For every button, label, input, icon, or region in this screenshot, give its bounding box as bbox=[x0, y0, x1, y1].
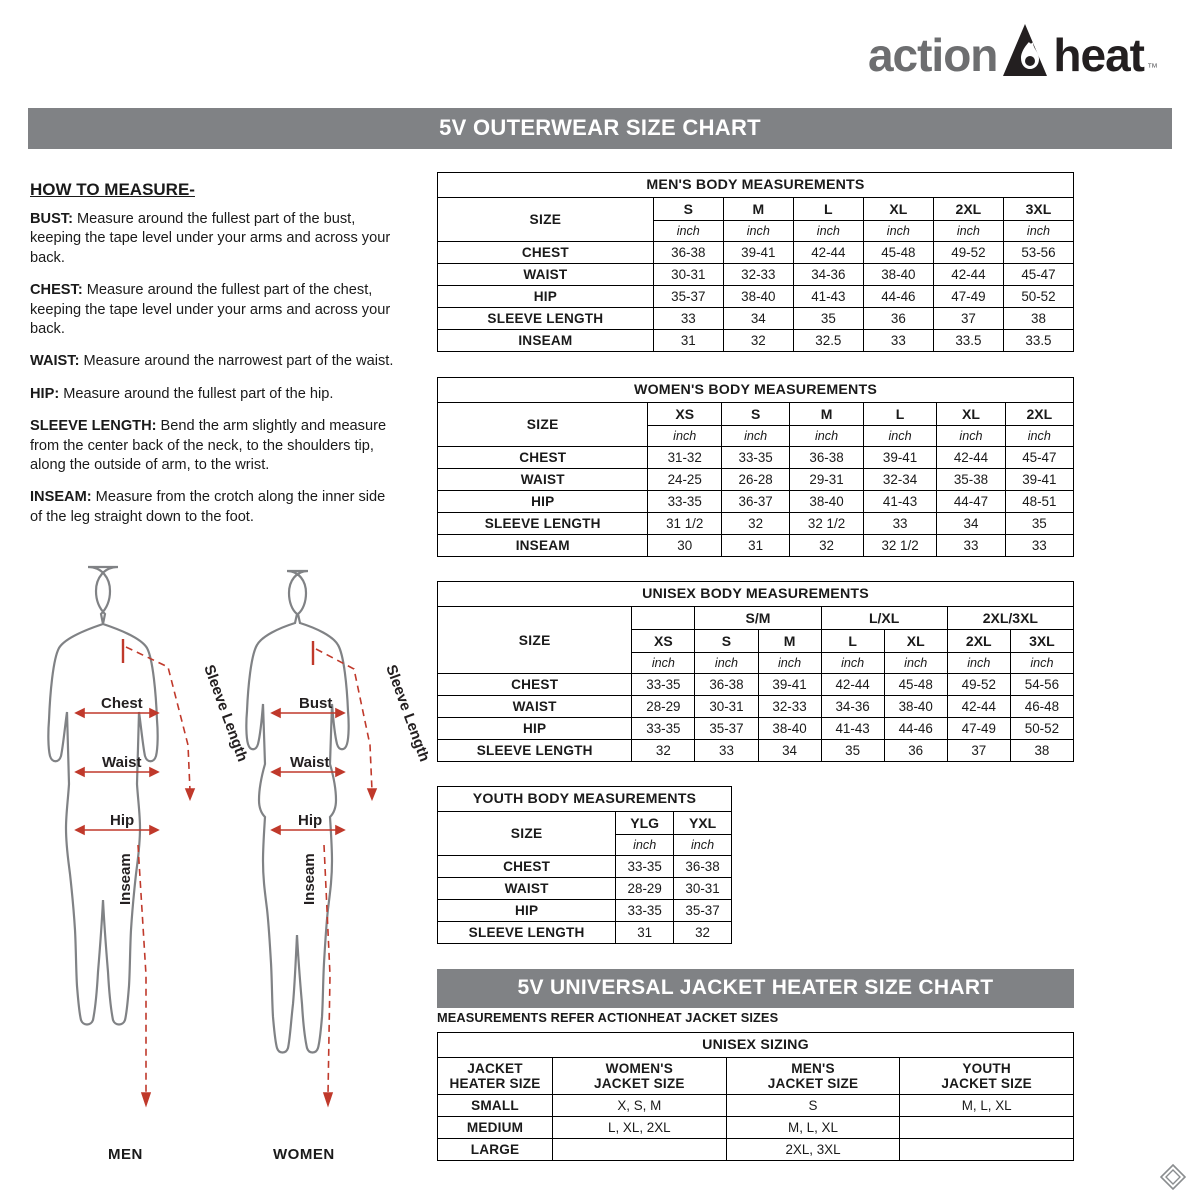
table-caption: WOMEN'S BODY MEASUREMENTS bbox=[438, 378, 1074, 403]
measure-item-hip bbox=[30, 385, 400, 404]
header-size-xl: XL bbox=[884, 630, 947, 653]
cell: 44-47 bbox=[937, 491, 1005, 513]
header-size: SIZE bbox=[438, 403, 648, 447]
cell: 39-41 bbox=[1005, 469, 1073, 491]
corner-watermark-icon bbox=[1160, 1164, 1186, 1190]
female-hip-label: Hip bbox=[298, 812, 323, 829]
cell bbox=[900, 1139, 1074, 1161]
female-figure-caption: WOMEN bbox=[273, 1146, 335, 1163]
female-bust-label: Bust bbox=[299, 695, 333, 712]
row-label: WAIST bbox=[438, 264, 654, 286]
group-blank bbox=[632, 607, 695, 630]
table-caption: UNISEX BODY MEASUREMENTS bbox=[438, 582, 1074, 607]
cell: 42-44 bbox=[821, 674, 884, 696]
header-youth-jacket-size bbox=[900, 1058, 1074, 1095]
table-caption: MEN'S BODY MEASUREMENTS bbox=[438, 173, 1074, 198]
header-size: SIZE bbox=[438, 198, 654, 242]
measure-term-waist: WAIST: bbox=[30, 353, 80, 370]
male-sleeve-label: Sleeve Length bbox=[200, 662, 252, 764]
how-to-measure-heading: HOW TO MEASURE- bbox=[30, 180, 195, 199]
table-caption: YOUTH BODY MEASUREMENTS bbox=[438, 787, 732, 812]
unit-cell: inch bbox=[790, 426, 864, 447]
male-figure-outline bbox=[48, 567, 157, 1025]
page-title: 5V OUTERWEAR SIZE CHART bbox=[28, 108, 1172, 149]
cell: 32-33 bbox=[758, 696, 821, 718]
cell: 42-44 bbox=[793, 242, 863, 264]
cell: 38 bbox=[1010, 740, 1073, 762]
cell: 41-43 bbox=[821, 718, 884, 740]
cell: 46-48 bbox=[1010, 696, 1073, 718]
header-size-xl: XL bbox=[937, 403, 1005, 426]
measure-item-waist bbox=[30, 352, 400, 371]
header-size-l: L bbox=[793, 198, 863, 221]
group-2xl3xl: 2XL/3XL bbox=[947, 607, 1073, 630]
cell: 42-44 bbox=[937, 447, 1005, 469]
unit-cell: inch bbox=[674, 835, 732, 856]
cell: 33.5 bbox=[1003, 330, 1073, 352]
cell: 33-35 bbox=[632, 674, 695, 696]
cell: 33-35 bbox=[648, 491, 722, 513]
measure-text-hip: Measure around the fullest part of the hip. bbox=[59, 385, 334, 402]
table-jacket-heater-sizing bbox=[437, 1032, 1074, 1161]
cell: M, L, XL bbox=[900, 1095, 1074, 1117]
cell: 53-56 bbox=[1003, 242, 1073, 264]
cell: 34 bbox=[758, 740, 821, 762]
cell: 34 bbox=[937, 513, 1005, 535]
header-size-s: S bbox=[695, 630, 758, 653]
unit-cell: inch bbox=[653, 221, 723, 242]
header-size-3xl: 3XL bbox=[1010, 630, 1073, 653]
cell: 50-52 bbox=[1003, 286, 1073, 308]
cell: 41-43 bbox=[793, 286, 863, 308]
header-line2: JACKET SIZE bbox=[594, 1076, 685, 1091]
female-waist-label: Waist bbox=[290, 754, 330, 771]
cell: 48-51 bbox=[1005, 491, 1073, 513]
table-row bbox=[438, 264, 1074, 286]
header-size-s: S bbox=[721, 403, 789, 426]
cell: 36 bbox=[863, 308, 933, 330]
row-label: MEDIUM bbox=[438, 1117, 553, 1139]
row-label: SLEEVE LENGTH bbox=[438, 513, 648, 535]
unit-cell: inch bbox=[758, 653, 821, 674]
row-label: WAIST bbox=[438, 469, 648, 491]
table-row bbox=[438, 878, 732, 900]
cell: 38-40 bbox=[863, 264, 933, 286]
cell: 45-47 bbox=[1003, 264, 1073, 286]
cell: 32 bbox=[632, 740, 695, 762]
header-size-xl: XL bbox=[863, 198, 933, 221]
cell: 29-31 bbox=[790, 469, 864, 491]
unit-cell: inch bbox=[695, 653, 758, 674]
cell: 35 bbox=[793, 308, 863, 330]
row-label: INSEAM bbox=[438, 535, 648, 557]
header-womens-jacket-size bbox=[553, 1058, 727, 1095]
header-size-m: M bbox=[723, 198, 793, 221]
cell: 32 1/2 bbox=[790, 513, 864, 535]
cell: 34-36 bbox=[821, 696, 884, 718]
table-caption-row bbox=[438, 787, 732, 812]
table-row bbox=[438, 922, 732, 944]
cell: 39-41 bbox=[758, 674, 821, 696]
cell bbox=[553, 1139, 727, 1161]
group-sm: S/M bbox=[695, 607, 821, 630]
header-size: SIZE bbox=[438, 812, 616, 856]
measure-text-waist: Measure around the narrowest part of the waist. bbox=[79, 353, 394, 370]
measure-text-sleeve: Bend the arm slightly and measure from the center back of the neck, to the shoulders tip, along the outside of arm, to the wrist. bbox=[30, 418, 387, 474]
cell: 33.5 bbox=[933, 330, 1003, 352]
measure-term-inseam: INSEAM: bbox=[30, 489, 92, 506]
cell: 32-33 bbox=[723, 264, 793, 286]
cell: 39-41 bbox=[863, 447, 937, 469]
header-line2: JACKET SIZE bbox=[767, 1076, 859, 1091]
unit-cell: inch bbox=[1010, 653, 1073, 674]
row-label: SLEEVE LENGTH bbox=[438, 308, 654, 330]
cell: 33 bbox=[863, 513, 937, 535]
header-size-2xl: 2XL bbox=[933, 198, 1003, 221]
measure-text-bust: Measure around the fullest part of the bust, keeping the tape level under your arms and across your back. bbox=[30, 211, 391, 266]
header-size-l: L bbox=[863, 403, 937, 426]
table-header-row bbox=[438, 812, 732, 835]
table-caption-row bbox=[438, 582, 1074, 607]
group-lxl: L/XL bbox=[821, 607, 947, 630]
cell: 45-47 bbox=[1005, 447, 1073, 469]
cell: 35 bbox=[1005, 513, 1073, 535]
table-row bbox=[438, 1139, 1074, 1161]
header-line1: YOUTH bbox=[962, 1061, 1011, 1076]
cell: 38-40 bbox=[758, 718, 821, 740]
table-mens-body-measurements bbox=[437, 172, 1074, 352]
cell: 31 bbox=[653, 330, 723, 352]
body-figures-svg bbox=[18, 555, 428, 1155]
table-caption-row bbox=[438, 378, 1074, 403]
cell: S bbox=[726, 1095, 900, 1117]
table-row bbox=[438, 674, 1074, 696]
cell: 44-46 bbox=[884, 718, 947, 740]
measure-term-bust: BUST: bbox=[30, 211, 73, 227]
table-row bbox=[438, 856, 732, 878]
table-row bbox=[438, 900, 732, 922]
cell: 32 1/2 bbox=[863, 535, 937, 557]
cell: 45-48 bbox=[863, 242, 933, 264]
cell: 32 bbox=[790, 535, 864, 557]
measure-item-chest bbox=[30, 281, 400, 339]
row-label: CHEST bbox=[438, 674, 632, 696]
cell: 32 bbox=[674, 922, 732, 944]
header-line2: JACKET SIZE bbox=[941, 1076, 1032, 1091]
unit-cell: inch bbox=[1003, 221, 1073, 242]
header-size: SIZE bbox=[438, 607, 632, 674]
table-youth-body-measurements bbox=[437, 786, 732, 944]
cell: 38-40 bbox=[723, 286, 793, 308]
cell: 31 1/2 bbox=[648, 513, 722, 535]
measure-text-chest: Measure around the fullest part of the chest, keeping the tape level under your arms and across your back. bbox=[30, 282, 391, 338]
row-label: HIP bbox=[438, 718, 632, 740]
table-row bbox=[438, 469, 1074, 491]
table-row bbox=[438, 513, 1074, 535]
cell: 54-56 bbox=[1010, 674, 1073, 696]
trademark-symbol: ™ bbox=[1147, 62, 1158, 74]
cell: 30 bbox=[648, 535, 722, 557]
unit-cell: inch bbox=[723, 221, 793, 242]
header-size-ylg: YLG bbox=[616, 812, 674, 835]
measure-item-bust bbox=[30, 210, 400, 268]
table-row bbox=[438, 491, 1074, 513]
cell: 31 bbox=[616, 922, 674, 944]
unit-cell: inch bbox=[648, 426, 722, 447]
cell: 33-35 bbox=[632, 718, 695, 740]
brand-action-text: action bbox=[867, 29, 998, 81]
cell: 34 bbox=[723, 308, 793, 330]
cell: 30-31 bbox=[674, 878, 732, 900]
male-figure-caption: MEN bbox=[108, 1146, 143, 1163]
table-row bbox=[438, 286, 1074, 308]
table-row bbox=[438, 740, 1074, 762]
male-hip-label: Hip bbox=[110, 812, 135, 829]
header-mens-jacket-size bbox=[726, 1058, 900, 1095]
unit-cell: inch bbox=[947, 653, 1010, 674]
row-label: SMALL bbox=[438, 1095, 553, 1117]
header-size-3xl: 3XL bbox=[1003, 198, 1073, 221]
measure-term-chest: CHEST: bbox=[30, 282, 83, 299]
table-row bbox=[438, 718, 1074, 740]
row-label: SLEEVE LENGTH bbox=[438, 740, 632, 762]
measurement-diagrams bbox=[18, 555, 428, 1165]
cell: 35 bbox=[821, 740, 884, 762]
flame-icon bbox=[999, 22, 1051, 78]
header-line1: MEN'S bbox=[791, 1061, 835, 1076]
measure-item-inseam bbox=[30, 488, 400, 527]
unit-cell: inch bbox=[616, 835, 674, 856]
unit-cell: inch bbox=[632, 653, 695, 674]
table-row bbox=[438, 1095, 1074, 1117]
unit-cell: inch bbox=[937, 426, 1005, 447]
cell: 45-48 bbox=[884, 674, 947, 696]
cell: 49-52 bbox=[947, 674, 1010, 696]
cell: 37 bbox=[947, 740, 1010, 762]
unit-cell: inch bbox=[933, 221, 1003, 242]
unit-cell: inch bbox=[863, 426, 937, 447]
row-label: LARGE bbox=[438, 1139, 553, 1161]
table-row bbox=[438, 308, 1074, 330]
header-line1: WOMEN'S bbox=[605, 1061, 673, 1076]
cell: 32.5 bbox=[793, 330, 863, 352]
cell: 35-37 bbox=[674, 900, 732, 922]
cell: 32 bbox=[723, 330, 793, 352]
table-header-row bbox=[438, 198, 1074, 221]
cell: L, XL, 2XL bbox=[553, 1117, 727, 1139]
row-label: CHEST bbox=[438, 242, 654, 264]
table-row bbox=[438, 696, 1074, 718]
cell: 28-29 bbox=[632, 696, 695, 718]
unit-cell: inch bbox=[884, 653, 947, 674]
cell: 32 bbox=[721, 513, 789, 535]
cell: 36-38 bbox=[653, 242, 723, 264]
header-size-l: L bbox=[821, 630, 884, 653]
how-to-measure-section bbox=[30, 180, 400, 540]
table-row bbox=[438, 242, 1074, 264]
cell: X, S, M bbox=[553, 1095, 727, 1117]
cell: 35-38 bbox=[937, 469, 1005, 491]
cell: 33-35 bbox=[616, 900, 674, 922]
cell: 36-38 bbox=[695, 674, 758, 696]
heater-note: MEASUREMENTS REFER ACTIONHEAT JACKET SIZES bbox=[437, 1010, 779, 1025]
header-line2: HEATER SIZE bbox=[449, 1076, 541, 1091]
header-size-yxl: YXL bbox=[674, 812, 732, 835]
cell: 31 bbox=[721, 535, 789, 557]
measure-term-sleeve: SLEEVE LENGTH: bbox=[30, 418, 157, 435]
row-label: WAIST bbox=[438, 878, 616, 900]
cell: 28-29 bbox=[616, 878, 674, 900]
cell: 37 bbox=[933, 308, 1003, 330]
male-inseam-label: Inseam bbox=[117, 853, 134, 905]
table-caption-row bbox=[438, 1033, 1074, 1058]
header-jacket-heater-size bbox=[438, 1058, 553, 1095]
row-label: HIP bbox=[438, 900, 616, 922]
brand-logo bbox=[867, 22, 1158, 81]
cell: 26-28 bbox=[721, 469, 789, 491]
unit-cell: inch bbox=[721, 426, 789, 447]
header-size-xs: XS bbox=[648, 403, 722, 426]
cell: 31-32 bbox=[648, 447, 722, 469]
unit-cell: inch bbox=[821, 653, 884, 674]
unit-cell: inch bbox=[1005, 426, 1073, 447]
header-size-2xl: 2XL bbox=[947, 630, 1010, 653]
cell: 41-43 bbox=[863, 491, 937, 513]
header-size-s: S bbox=[653, 198, 723, 221]
measure-text-inseam: Measure from the crotch along the inner side of the leg straight down to the foot. bbox=[30, 489, 386, 525]
brand-heat-text: heat bbox=[1053, 29, 1144, 81]
male-chest-label: Chest bbox=[101, 695, 143, 712]
cell: 50-52 bbox=[1010, 718, 1073, 740]
row-label: SLEEVE LENGTH bbox=[438, 922, 616, 944]
measure-item-sleeve bbox=[30, 417, 400, 475]
cell: 35-37 bbox=[653, 286, 723, 308]
female-inseam-label: Inseam bbox=[301, 853, 318, 905]
cell: 44-46 bbox=[863, 286, 933, 308]
table-row bbox=[438, 1117, 1074, 1139]
cell: 38-40 bbox=[790, 491, 864, 513]
cell: 36-38 bbox=[790, 447, 864, 469]
cell: 33 bbox=[653, 308, 723, 330]
table-caption-row bbox=[438, 173, 1074, 198]
cell: 35-37 bbox=[695, 718, 758, 740]
measure-term-hip: HIP: bbox=[30, 385, 60, 402]
cell: M, L, XL bbox=[726, 1117, 900, 1139]
cell: 39-41 bbox=[723, 242, 793, 264]
cell: 32-34 bbox=[863, 469, 937, 491]
cell: 2XL, 3XL bbox=[726, 1139, 900, 1161]
table-unisex-body-measurements bbox=[437, 581, 1074, 762]
cell: 33-35 bbox=[721, 447, 789, 469]
cell: 33 bbox=[937, 535, 1005, 557]
female-sleeve-label: Sleeve Length bbox=[382, 662, 428, 764]
cell: 47-49 bbox=[933, 286, 1003, 308]
cell: 34-36 bbox=[793, 264, 863, 286]
heater-section-title: 5V UNIVERSAL JACKET HEATER SIZE CHART bbox=[437, 969, 1074, 1008]
table-row bbox=[438, 447, 1074, 469]
row-label: INSEAM bbox=[438, 330, 654, 352]
cell: 42-44 bbox=[933, 264, 1003, 286]
row-label: WAIST bbox=[438, 696, 632, 718]
header-line1: JACKET bbox=[467, 1061, 523, 1076]
header-size-m: M bbox=[790, 403, 864, 426]
cell: 38 bbox=[1003, 308, 1073, 330]
cell: 42-44 bbox=[947, 696, 1010, 718]
header-size-xs: XS bbox=[632, 630, 695, 653]
unit-cell: inch bbox=[863, 221, 933, 242]
cell: 33-35 bbox=[616, 856, 674, 878]
cell: 38-40 bbox=[884, 696, 947, 718]
table-header-row bbox=[438, 403, 1074, 426]
male-waist-label: Waist bbox=[102, 754, 142, 771]
cell: 33 bbox=[695, 740, 758, 762]
header-size-m: M bbox=[758, 630, 821, 653]
cell bbox=[900, 1117, 1074, 1139]
row-label: HIP bbox=[438, 491, 648, 513]
unit-cell: inch bbox=[793, 221, 863, 242]
table-womens-body-measurements bbox=[437, 377, 1074, 557]
cell: 30-31 bbox=[695, 696, 758, 718]
table-row bbox=[438, 330, 1074, 352]
cell: 33 bbox=[863, 330, 933, 352]
cell: 30-31 bbox=[653, 264, 723, 286]
cell: 36-38 bbox=[674, 856, 732, 878]
cell: 36 bbox=[884, 740, 947, 762]
table-caption: UNISEX SIZING bbox=[438, 1033, 1074, 1058]
row-label: CHEST bbox=[438, 856, 616, 878]
table-group-row bbox=[438, 607, 1074, 630]
row-label: HIP bbox=[438, 286, 654, 308]
table-header-row bbox=[438, 1058, 1074, 1095]
cell: 24-25 bbox=[648, 469, 722, 491]
cell: 36-37 bbox=[721, 491, 789, 513]
cell: 49-52 bbox=[933, 242, 1003, 264]
row-label: CHEST bbox=[438, 447, 648, 469]
table-row bbox=[438, 535, 1074, 557]
cell: 47-49 bbox=[947, 718, 1010, 740]
header-size-2xl: 2XL bbox=[1005, 403, 1073, 426]
cell: 33 bbox=[1005, 535, 1073, 557]
